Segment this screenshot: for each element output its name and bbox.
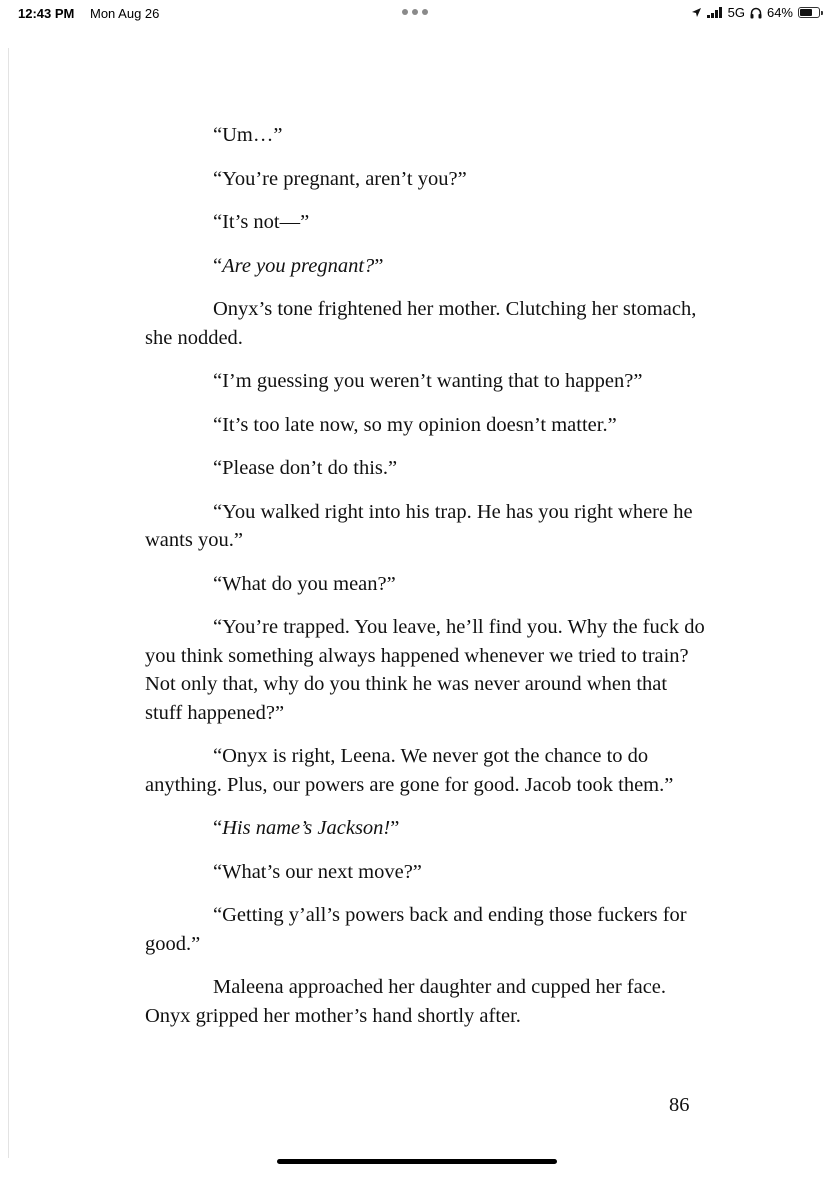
text-segment: “Onyx is right, Leena. We never got the chance to do anything. Plus, our powers are gone for good. Jacob took them.”	[145, 745, 674, 796]
paragraph	[145, 498, 705, 555]
text-segment: “It’s too late now, so my opinion doesn’t matter.”	[213, 413, 617, 436]
paragraph	[145, 295, 705, 352]
paragraph	[145, 411, 705, 440]
location-arrow-icon	[691, 7, 702, 18]
text-segment: “It’s not—”	[213, 211, 310, 233]
paragraph	[145, 973, 705, 1030]
page-edge-divider	[8, 48, 9, 1158]
text-segment: ”	[390, 817, 400, 839]
text-segment: Onyx’s tone frightened her mother. Clutching her stomach, she nodded.	[145, 298, 697, 349]
paragraph	[145, 570, 705, 599]
paragraph	[145, 613, 705, 727]
multitasking-menu-icon[interactable]	[402, 9, 428, 15]
battery-icon	[798, 7, 820, 18]
paragraph	[145, 367, 705, 396]
italic-text: Are you pregnant?	[222, 254, 375, 277]
text-segment: ”	[374, 254, 384, 277]
network-type: 5G	[727, 5, 745, 20]
paragraph	[145, 742, 705, 799]
status-right	[691, 5, 820, 20]
paragraph	[145, 208, 705, 237]
text-segment: “You walked right into his trap. He has you right where he wants you.”	[145, 500, 693, 551]
paragraph	[145, 901, 705, 958]
text-segment: “I’m guessing you weren’t wanting that to happen?”	[213, 370, 643, 392]
page-text	[145, 121, 705, 1045]
italic-text: His name’s Jackson!	[222, 817, 391, 839]
text-segment: “What do you mean?”	[213, 572, 396, 595]
status-date: Mon Aug 26	[90, 6, 160, 21]
battery-percent: 64%	[766, 5, 793, 20]
paragraph	[145, 814, 705, 843]
text-segment: Maleena approached her daughter and cupped her face. Onyx gripped her mother’s hand shortly after.	[145, 976, 667, 1027]
text-segment: “	[213, 254, 223, 277]
headphones-icon	[750, 7, 762, 19]
text-segment: “Getting y’all’s powers back and ending those fuckers for good.”	[145, 904, 687, 955]
text-segment: “What’s our next move?”	[213, 860, 422, 883]
text-segment: “Um…”	[213, 124, 283, 146]
text-segment: “You’re pregnant, aren’t you?”	[213, 167, 467, 190]
cellular-signal-icon	[707, 7, 723, 18]
paragraph	[145, 121, 705, 150]
paragraph	[145, 858, 705, 887]
status-bar	[0, 0, 834, 28]
book-page	[0, 28, 834, 1200]
home-indicator[interactable]	[277, 1159, 557, 1164]
paragraph	[145, 165, 705, 194]
paragraph	[145, 252, 705, 281]
text-segment: “You’re trapped. You leave, he’ll find you. Why the fuck do you think something always happened whenever we tried to train? Not only that, why do you think he was never around when that stuff happened?”	[145, 616, 705, 724]
battery-level-fill	[800, 9, 812, 16]
status-left	[18, 6, 159, 21]
page-number: 86	[669, 1094, 690, 1116]
status-time: 12:43 PM	[18, 6, 75, 21]
text-segment: “Please don’t do this.”	[213, 457, 398, 479]
paragraph	[145, 454, 705, 483]
text-segment: “	[213, 817, 223, 839]
